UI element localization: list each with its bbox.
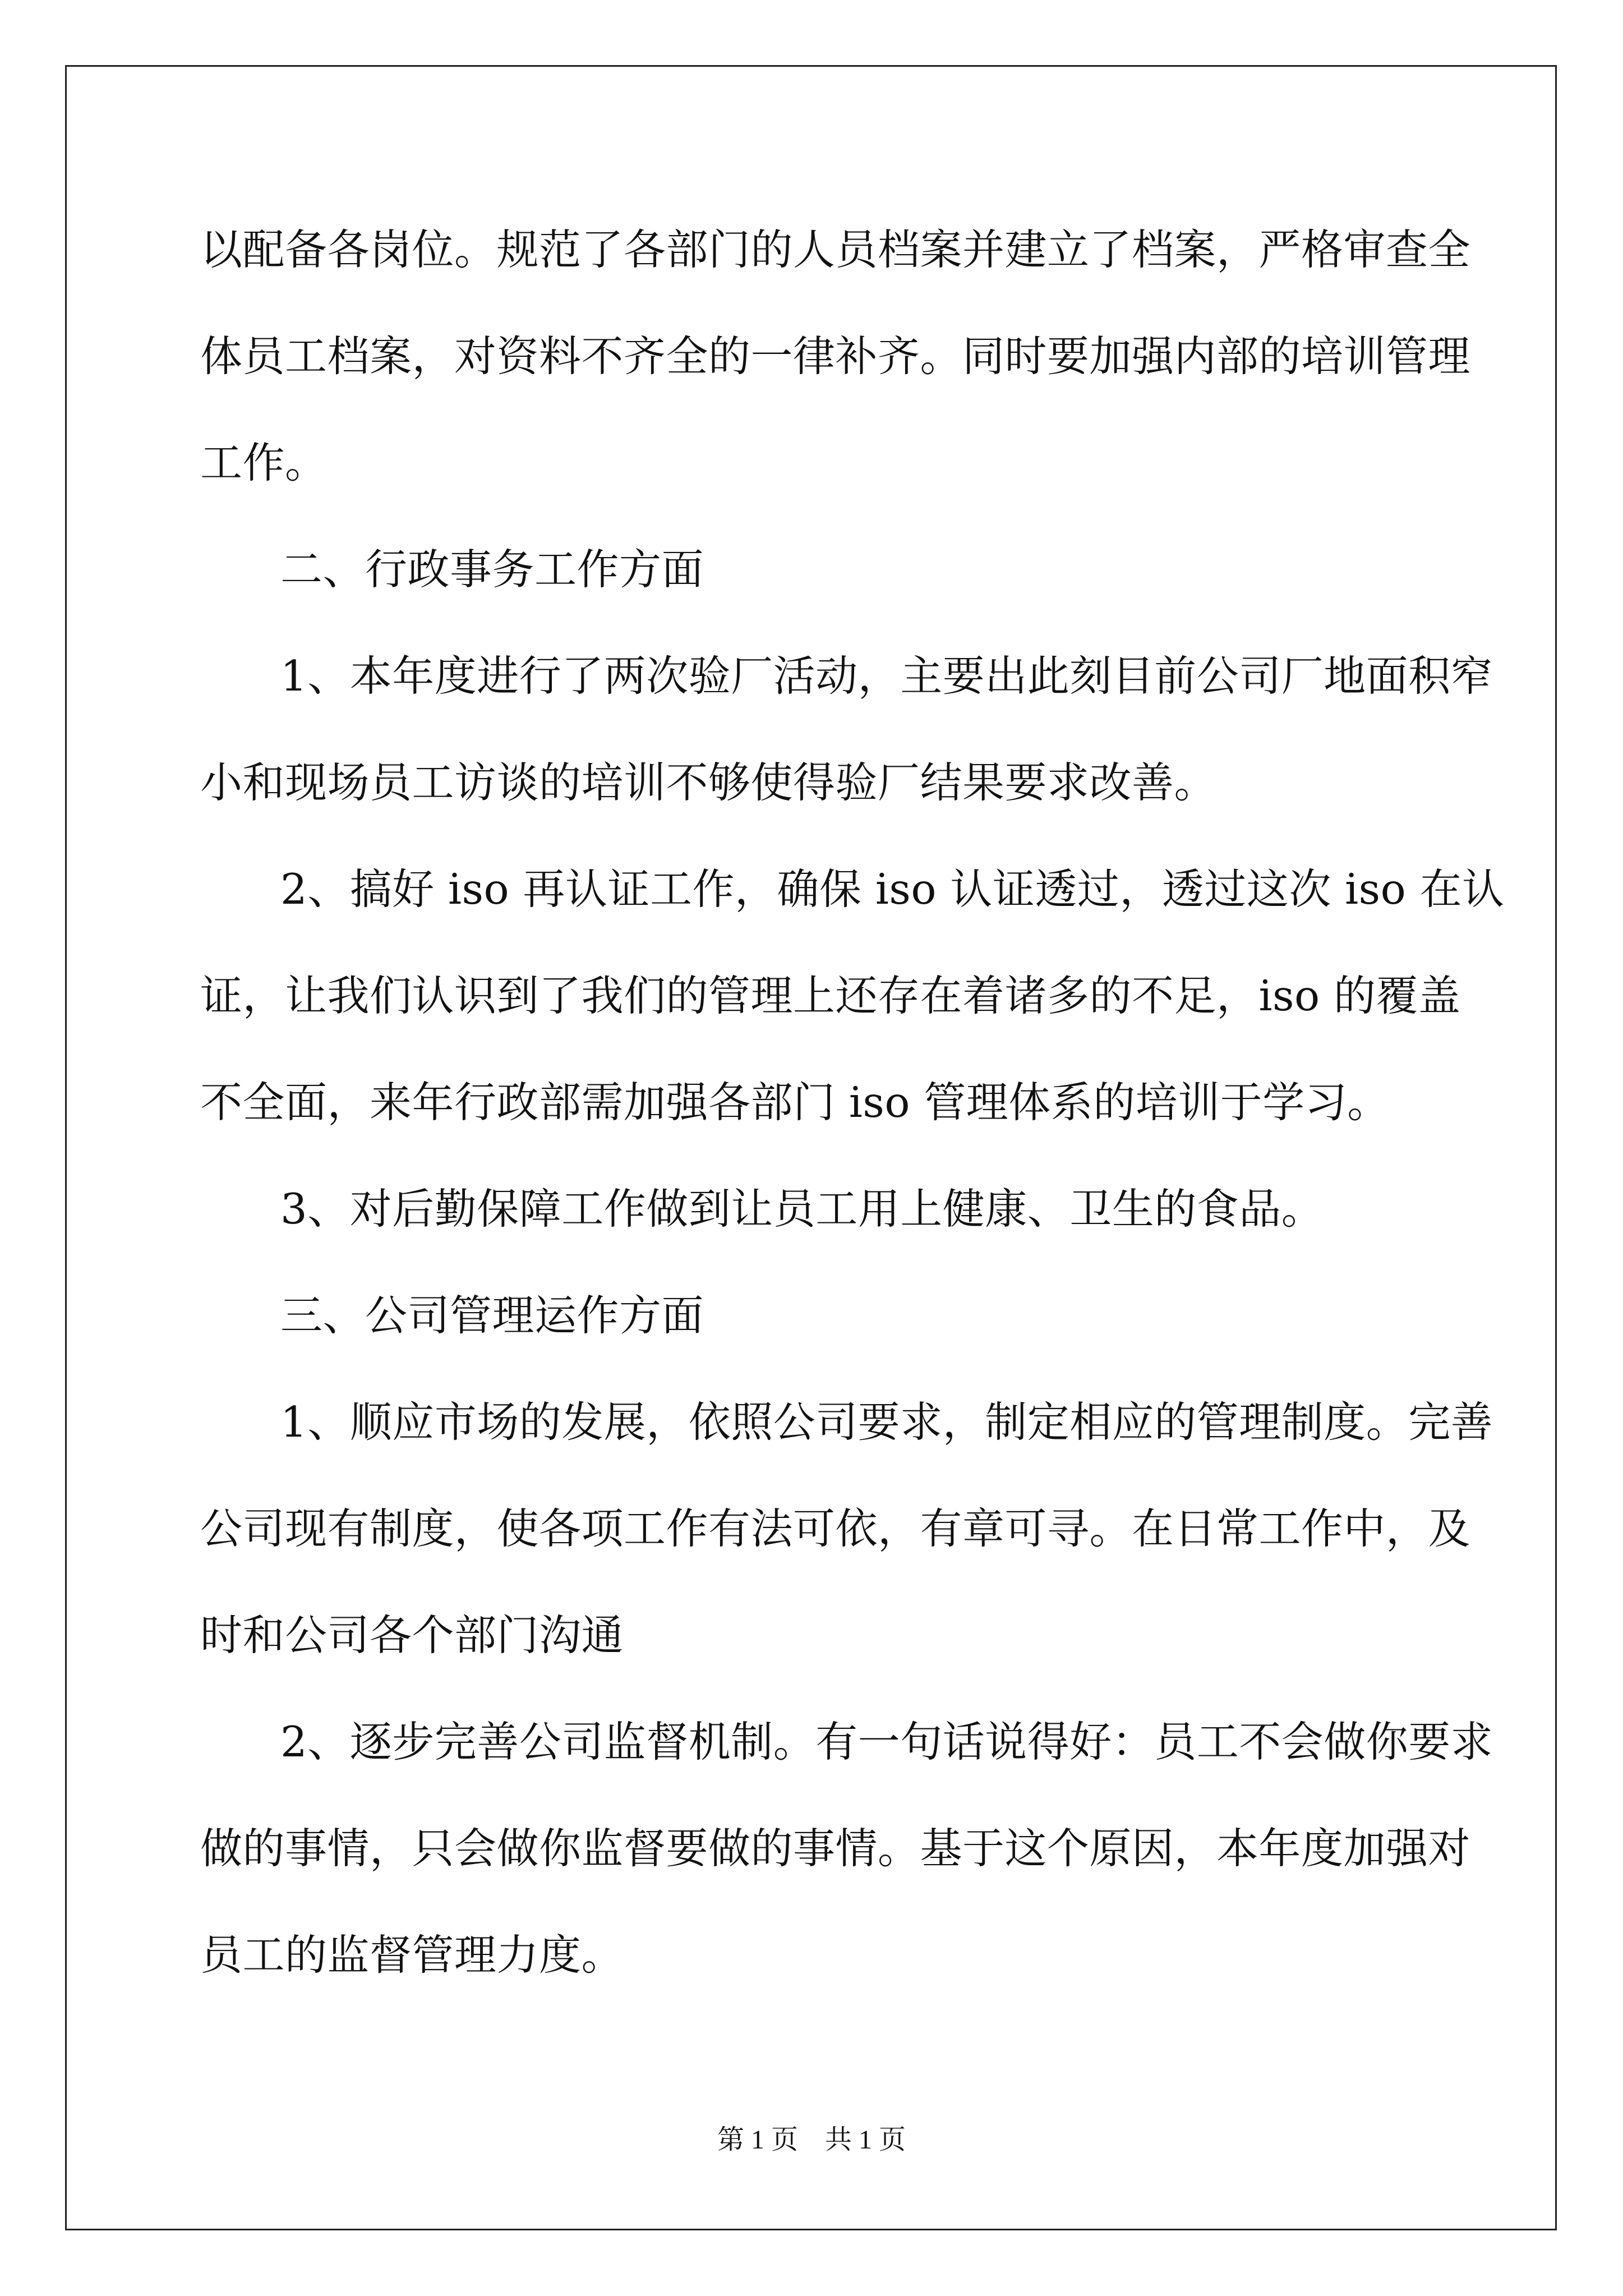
body-text-line: 以配备各岗位。规范了各部门的人员档案并建立了档案，严格审查全 <box>200 225 1471 274</box>
body-text-line: 1、顺应市场的发展，依照公司要求，制定相应的管理制度。完善 <box>280 1397 1493 1447</box>
body-text-line: 时和公司各个部门沟通 <box>200 1611 624 1660</box>
body-text-line: 员工的监督管理力度。 <box>200 1930 624 1980</box>
body-text-line: 体员工档案，对资料不齐全的一律补齐。同时要加强内部的培训管理 <box>200 332 1471 381</box>
body-text-line: 证，让我们认识到了我们的管理上还存在着诸多的不足，iso 的覆盖 <box>200 971 1461 1020</box>
body-text-line: 2、逐步完善公司监督机制。有一句话说得好：员工不会做你要求 <box>280 1717 1493 1766</box>
body-text-line: 1、本年度进行了两次验厂活动，主要出此刻目前公司厂地面积窄 <box>280 651 1493 701</box>
page-number: 第 1 页 共 1 页 <box>717 2125 906 2155</box>
body-text-line: 做的事情，只会做你监督要做的事情。基于这个原因，本年度加强对 <box>200 1824 1471 1873</box>
section-heading: 二、行政事务工作方面 <box>280 545 704 594</box>
section-heading: 三、公司管理运作方面 <box>280 1291 704 1340</box>
page-border <box>65 65 1557 2230</box>
body-text-line: 公司现有制度，使各项工作有法可依，有章可寻。在日常工作中，及 <box>200 1504 1471 1553</box>
body-text-line: 3、对后勤保障工作做到让员工用上健康、卫生的食品。 <box>280 1184 1324 1234</box>
body-text-line: 小和现场员工访谈的培训不够使得验厂结果要求改善。 <box>200 758 1217 807</box>
body-text-line: 工作。 <box>200 438 328 487</box>
body-text-line: 2、搞好 iso 再认证工作，确保 iso 认证透过，透过这次 iso 在认 <box>280 864 1505 914</box>
body-text-line: 不全面，来年行政部需加强各部门 iso 管理体系的培训于学习。 <box>200 1078 1390 1127</box>
